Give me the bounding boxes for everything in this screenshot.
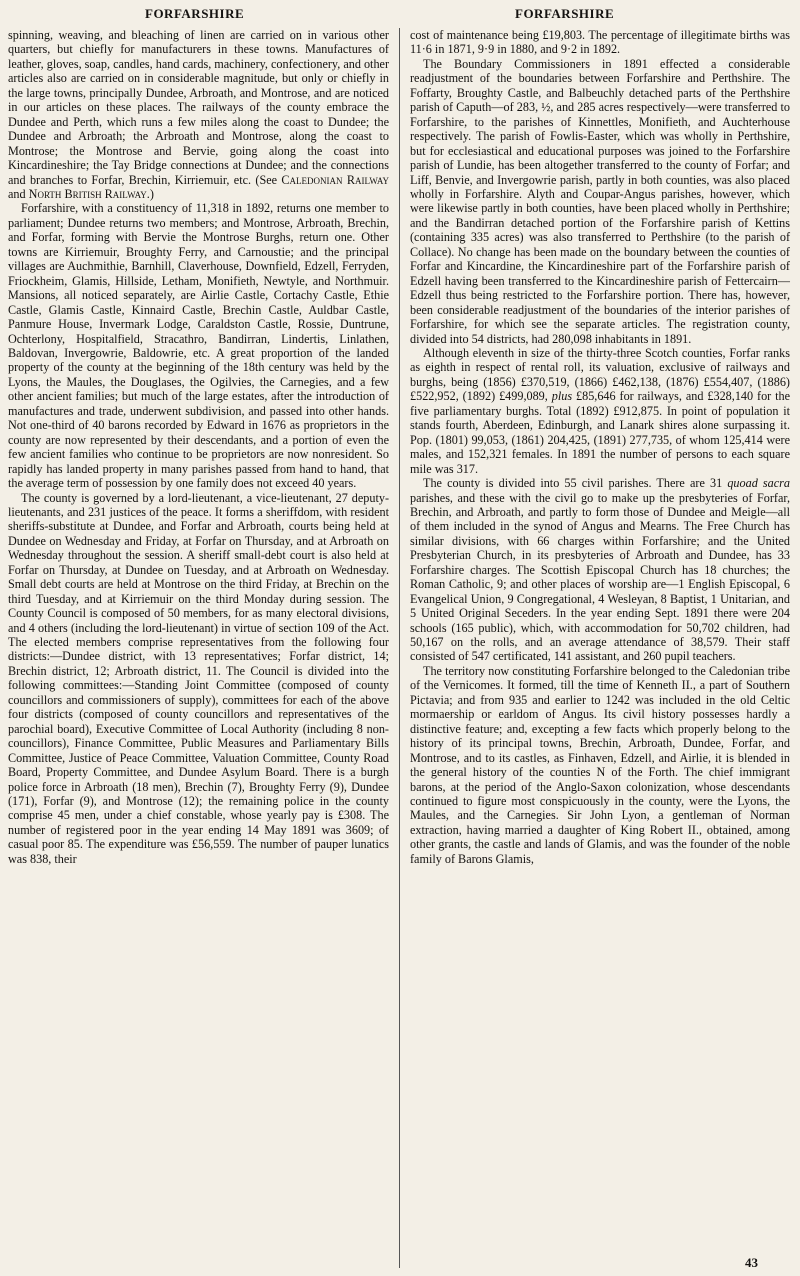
left-column (8, 28, 389, 866)
paragraph: The territory now constituting Forfarshire belonged to the Caledonian tribe of the Vernicomes. It formed, till the time of Kenneth II., a part of Southern Pictavia; and from 935 and earlier to 1242 was included in the old Celtic mormaership or earldom of Angus. Its civil history possesses hardly a distinctive feature; and, excepting a few facts which properly belong to the history of its principal towns, Brechin, Arbroath, Dundee, Forfar, and Montrose, and to its castles, as Finhaven, Edzell, and Airlie, it is blended in the general history of the counties N of the Forth. The chief immigrant barons, at the period of the Anglo-Saxon colonization, whose descendants continued to figure most conspicuously in the county, were the Lyons, the Maules, and the Carnegies. Sir John Lyon, a gentleman of Norman extraction, having married a daughter of King Robert II., obtained, among other grants, the castle and lands of Glamis, and was the founder of the noble family of Barons Glamis, (410, 663, 790, 866)
paragraph: Forfarshire, with a constituency of 11,318 in 1892, returns one member to parliament; Dundee returns two members; and Montrose, Arbroath, Brechin, and Forfar, forming with Bervie the Montrose Burghs, return one. Other towns are Kirriemuir, Broughty Ferry, and Carnoustie; and the principal villages are Auchmithie, Barnhill, Claverhouse, Downfield, Edzell, Ferryden, Friockheim, Glamis, Hillside, Letham, Monifieth, Newtyle, and Northmuir. Mansions, all noticed separately, are Airlie Castle, Cortachy Castle, Ethie Castle, Glamis Castle, Kinnaird Castle, Brechin Castle, Auldbar Castle, Panmure House, Invermark Lodge, Caraldston Castle, Rossie, Duntrune, Ochterlony, Hospitalfield, Stracathro, Bandirran, Lindertis, Linlathen, Baldovan, Invergowrie, Baldowrie, etc. A great proportion of the landed property of the county at the beginning of the 18th century was held by the Lyons, the Maules, the Douglases, the Ogilvies, the Carnegies, and a few other ancient families; but much of the large estates, after the introduction of manufactures and trade, underwent subdivision, and passed into other hands. Not one-third of 40 barons recorded by Edward in 1676 as proprietors in the county are now represented by their descendants, and a portion of even the few ancient families who continue to be proprietors are now nonresident. So rapidly has landed property in many parishes passed from hand to hand, that the average term of possession by one family does not exceed 40 years. (8, 201, 389, 491)
paragraph-text: parishes, and these with the civil go to make up the presbyteries of Forfar, Brechin, and Arbroath, and partly to form those of Dundee and Meigle—all of them included in the synod of Angus and Mearns. The Free Church has similar divisions, with 66 charges within Forfarshire; and the United Presbyterian Church, in its presbyteries of Arbroath and Dundee, has 33 Forfarshire charges. The Scottish Episcopal Church has 18 churches; the Roman Catholic, 9; and other places of worship are—1 English Episcopal, 6 Evangelical Union, 9 Congregational, 4 Wesleyan, 8 Baptist, 1 Unitarian, and 5 United Original Seceders. In the year ending Sept. 1891 there were 204 schools (165 public), which, with accommodation for 50,702 children, had 50,167 on the rolls, and an average attendance of 38,579. Their staff consisted of 547 certificated, 141 assistant, and 260 pupil teachers. (410, 490, 790, 664)
paragraph-text: The county is divided into 55 civil parishes. There are 31 (423, 476, 723, 491)
paragraph: The Boundary Commissioners in 1891 effected a considerable readjustment of the boundaries between Forfarshire and Perthshire. The Foffarty, Broughty Castle, and Balbeuchly detached parts of the Perthshire parish of Caputh—of 283, ½, and 285 acres respectively—were transferred to Forfarshire, to the parishes of Kinnettles, Monifieth, and Auchterhouse respectively. The parish of Fowlis-Easter, which was wholly in Perthshire, but for ecclesiastical and educational purposes was joined to the Forfarshire parish of Lundie, has been altogether transferred to the county of Forfar; and Liff, Benvie, and Invergowrie parish, partly in both counties, was also placed wholly in Forfarshire. Alyth and Coupar-Angus parishes, however, which were likewise partly in both counties, have been placed wholly in Perthshire; and the Bandirran detached portion of the Forfarshire parish of Kettins (containing 335 acres) was also transferred to Perthshire (to the parish of Collace). No change has been made on the boundary between the counties of Forfar and Kincardine, the Kincardineshire part of the Forfarshire parish of Edzell having been transferred to the Kincardineshire parish of Fettercairn—Edzell thus being restricted to the Forfarshire portion. There has, however, been considerable readjustment of the boundaries of the interior parishes of Forfarshire, for which see the separate articles. The registration county, divided into 54 districts, had 280,098 inhabitants in 1891. (410, 56, 790, 346)
page-number: 43 (745, 1255, 758, 1270)
conjunction: and (8, 186, 26, 201)
paragraph (8, 28, 389, 201)
running-head-right: FORFARSHIRE (515, 6, 615, 21)
column-divider (399, 28, 400, 1268)
cross-reference: Caledonian Railway (281, 172, 389, 187)
paragraph (410, 346, 790, 476)
italic-term: plus (551, 389, 573, 404)
cross-reference: North British Railway (28, 186, 147, 201)
italic-term: quoad sacra (727, 476, 790, 491)
paragraph-text: Although eleventh in size of the thirty-three Scotch counties, Forfar ranks as eighth in respect of rental roll, its valuation, exclusive of railways and burghs, being (1856) £370,519, (1866) £462,138, (1876) £554,407, (1886) £522,952, (1892) £499,089, (410, 345, 790, 404)
running-head-left: FORFARSHIRE (145, 6, 245, 21)
right-column (410, 28, 790, 866)
paragraph: cost of maintenance being £19,803. The percentage of illegitimate births was 11·6 in 1871, 9·9 in 1880, and 9·2 in 1892. (410, 28, 790, 57)
paragraph (410, 476, 790, 664)
paragraph: The county is governed by a lord-lieutenant, a vice-lieutenant, 27 deputy-lieutenants, and 231 justices of the peace. It forms a sheriffdom, with resident sheriffs-substitute at Dundee, and Forfar and Arbroath, courts being held at Dundee on Wednesday and Friday, at Forfar on Thursday, and at Arbroath on Wednesday throughout the session. A sheriff small-debt court is also held at Forfar on Thursday, at Dundee on Tuesday, and at Arbroath on Wednesday. Small debt courts are held at Montrose on the third Friday, at Brechin on the third Tuesday, and at Kirriemuir on the third Monday during session. The County Council is composed of 50 members, for as many electoral divisions, and 4 others (including the lord-lieutenant) in virtue of section 109 of the Act. The elected members comprise representatives from the following four districts:—Dundee district, with 13 representatives; Forfar district, 14; Brechin district, 12; Arbroath district, 11. The Council is divided into the following committees:—Standing Joint Committee (composed of county councillors and commissioners of supply), committees for each of the above four districts (composed of county councillors and representatives of the parochial board), Executive Committee of Local Authority (including 8 non-councillors), Finance Committee, Public Measures and Parliamentary Bills Committee, Justice of Peace Committee, Valuation Committee, County Road Board, Property Committee, and Dundee Asylum Board. There is a burgh police force in Arbroath (18 men), Brechin (7), Broughty Ferry (9), Dundee (171), Forfar (9), and Montrose (12); the remaining police in the county comprise 45 men, under a chief constable, whose yearly pay is £308. The number of registered poor in the year ending 14 May 1891 was 3609; of casual poor 85. The expenditure was £56,559. The number of pauper lunatics was 838, their (8, 490, 389, 866)
punctuation: .) (146, 186, 154, 201)
paragraph-text: £85,646 for railways, and £328,140 for the five parliamentary burghs. Total (1892) £912,875. In point of population it stands fourth, Aberdeen, Edinburgh, and Lanark shires alone surpassing it. Pop. (1801) 99,053, (1861) 204,425, (1891) 277,735, of whom 125,414 were males, and 152,321 females. In 1891 the number of persons to each square mile was 317. (410, 389, 791, 476)
paragraph-text: spinning, weaving, and bleaching of linen are carried on in various other quarters, but chiefly for manufacturers in these towns. Manufactures of leather, gloves, soap, candles, hand cards, machinery, confectionery, and other articles also are carried on in considerable magnitude, but only or chiefly in the large towns, principally Dundee, Arbroath, and Montrose, and are noticed in our articles on these places. The railways of the county embrace the Dundee and Perth, which runs a few miles along the coast to Dundee; the Dundee and Arbroath; the Arbroath and Montrose, along the coast to Montrose; the Montrose and Bervie, going along the coast into Kincardineshire; the Tay Bridge connections at Dundee; and the connections and branches to Forfar, Brechin, Kirriemuir, etc. (See (8, 28, 390, 187)
